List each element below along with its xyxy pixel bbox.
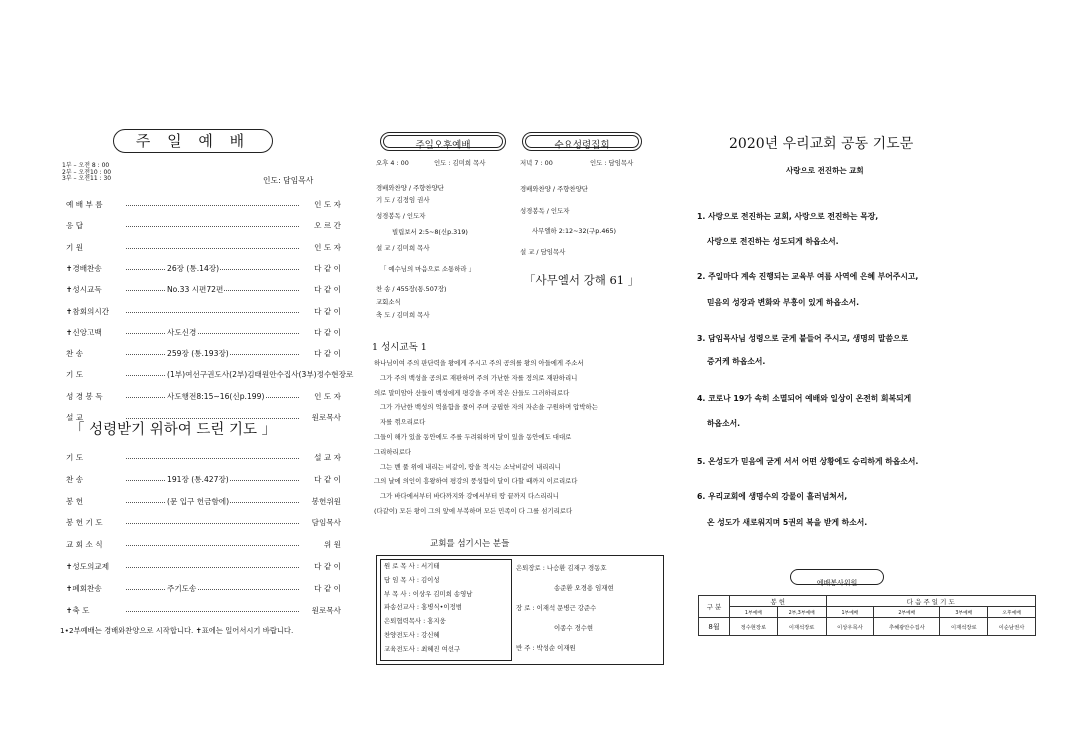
order-item-leader: 인 도 자: [314, 200, 341, 209]
afternoon-item: 경배와찬양 / 주향찬양단: [376, 184, 444, 192]
order-item-label: 예 배 부 름: [66, 200, 103, 209]
prayer-line: 5. 온성도가 믿음에 굳게 서서 어떤 상황에도 승리하게 하옵소서.: [697, 457, 919, 466]
reading-line: 그가 가난한 백성의 억울함을 풀어 주며 궁핍한 자의 자손을 구원하며 압박하는: [380, 403, 598, 412]
order-item-leader: 다 같 이: [314, 263, 341, 273]
table-subheader-cell: 3부예배: [940, 607, 988, 618]
reading-line: 하나님이여 주의 판단력을 왕에게 주시고 주의 공의를 왕의 아들에게 주소서: [374, 359, 584, 367]
order-item-detail: 사도신경: [167, 327, 197, 337]
table-header-cell: 다 음 주 일 기 도: [826, 596, 1035, 607]
order-item-label: ✝성도의교제: [66, 562, 110, 571]
table-cell: 8월: [699, 618, 730, 636]
order-row: [66, 263, 341, 275]
service-time: 1부 – 오전 8 : 00: [62, 162, 110, 169]
leader-dots: [126, 589, 299, 590]
wednesday-time: 저녁 7 : 00: [520, 159, 553, 167]
order-item-label: 찬 송: [66, 349, 84, 359]
prayer-line: 믿음의 성장과 변화와 부흥이 있게 하옵소서.: [707, 298, 860, 307]
servant-right-line: 이종수 경수현: [554, 624, 594, 632]
order-item-detail: 259장 (통.193장): [167, 349, 229, 359]
order-item-leader: 설 교 자: [314, 453, 341, 462]
order-item-label: 성 경 봉 독: [66, 391, 103, 401]
order-item-label: 응 답: [66, 221, 84, 231]
table-header-cell: 봉 헌: [730, 596, 827, 607]
sunday-footnote: 1•2부예배는 경배와찬양으로 시작합니다. ✝표에는 일어서시기 바랍니다.: [60, 626, 294, 635]
leader-dots: [126, 333, 299, 334]
order-row: [66, 391, 341, 403]
order-row: [66, 561, 341, 573]
servants-title: 교회를 섬기시는 분들: [430, 539, 510, 549]
reading-line: 그가 주의 백성을 공의로 재판하며 주의 가난한 자를 정의로 재판하리니: [380, 373, 578, 382]
order-item-label: ✝성시교독: [66, 285, 102, 295]
order-item-leader: 원로목사: [311, 413, 341, 422]
afternoon-item: 빌립보서 2:5~8(신p.319): [392, 228, 468, 236]
order-item-leader: 오 르 간: [314, 221, 341, 231]
leader-dots: [126, 567, 299, 568]
afternoon-item: 기 도 / 김정임 권사: [376, 196, 430, 204]
wednesday-sermon: 「사무엘서 강해 61 」: [524, 273, 640, 287]
order-item-leader: 다 같 이: [314, 306, 341, 316]
order-item-leader: 다 같 이: [314, 583, 341, 593]
leader-dots: [126, 312, 299, 313]
order-item-label: 기 원: [66, 242, 84, 252]
order-row: [66, 220, 341, 232]
order-item-leader: 다 같 이: [314, 474, 341, 484]
afternoon-item: 설 교 / 김미희 목사: [376, 244, 430, 252]
afternoon-time: 오후 4 : 00: [376, 159, 409, 167]
leader-dots: [126, 226, 299, 227]
table-subheader-cell: 오후예배: [988, 607, 1036, 618]
reading-line: 그의 날에 의인이 흥왕하여 평강의 풍성함이 달이 다할 때까지 이르리로다: [374, 477, 578, 486]
prayer-line: 온 성도가 새로워지며 5권의 복을 받게 하소서.: [707, 518, 868, 527]
table-cell: 이재석장로: [777, 618, 826, 636]
leader-dots: [126, 248, 299, 249]
order-row: [66, 199, 341, 211]
table-header-cell: 구 분: [699, 596, 730, 618]
wednesday-item: 성경봉독 / 인도자: [520, 207, 570, 215]
order-row: [66, 284, 341, 296]
prayer-line: 4. 코로나 19가 속히 소멸되어 예배와 일상이 온전히 회복되게: [697, 394, 912, 403]
sunday-service-title: 주 일 예 배: [113, 129, 273, 153]
order-item-leader: 위 원: [323, 540, 341, 550]
order-row: [66, 539, 341, 551]
order-row: [66, 327, 341, 339]
table-subheader-cell: 1부예배: [826, 607, 874, 618]
order-row: [66, 306, 341, 318]
order-row: [66, 242, 341, 254]
order-item-label: 설 교: [66, 413, 84, 422]
afternoon-item: 찬 송 / 455장(통.507장): [376, 285, 447, 293]
prayer-line: 하옵소서.: [707, 419, 741, 428]
reading-title: 1 성시교독 1: [372, 342, 427, 353]
prayer-line: 2. 주일마다 계속 진행되는 교육부 여름 사역에 은혜 부어주시고,: [697, 272, 919, 281]
afternoon-item: 교회소식: [376, 298, 401, 306]
table-cell: 이상우목사: [826, 618, 874, 636]
order-row: [66, 474, 341, 486]
prayer-line: 1. 사랑으로 전진하는 교회, 사랑으로 전진하는 목장,: [697, 212, 879, 221]
order-item-detail: 사도행전8:15~16(신p.199): [167, 391, 265, 401]
table-cell: 이재석장로: [940, 618, 988, 636]
prayer-line: 사랑으로 전진하는 성도되게 하옵소서.: [707, 237, 839, 246]
servant-right-line: 송준환 오경용 임재현: [554, 584, 614, 592]
afternoon-item: 성경봉독 / 인도자: [376, 212, 426, 220]
order-row: [66, 605, 341, 617]
servant-left-line: 원 로 목 사 : 서기태: [384, 562, 440, 570]
servant-right-line: 반 주 : 박성순 이재원: [516, 644, 576, 652]
leader-dots: [126, 205, 299, 206]
reading-line: 의로 말미암아 산들이 백성에게 평강을 주며 작은 산들도 그러하리로다: [374, 388, 570, 397]
order-item-leader: 원로목사: [311, 605, 341, 615]
service-time: 3부 – 오전11 : 30: [62, 175, 112, 183]
service-time: 2부 – 오전10 : 00: [62, 168, 112, 176]
order-item-label: 봉 헌: [66, 496, 84, 506]
servant-left-line: 은퇴협력목사 : 홍지웅: [384, 617, 446, 626]
reading-line: 그들이 해가 있을 동안에도 주를 두려워하며 달이 있을 동안에도 대대로: [374, 433, 572, 441]
order-item-leader: 다 같 이: [314, 285, 341, 295]
wednesday-service-title: 수요성령집회: [522, 132, 642, 151]
order-item-detail: (문 입구 헌금함에): [167, 496, 230, 506]
order-item-label: 기 도: [66, 453, 84, 462]
volunteers-table: [698, 595, 1036, 636]
afternoon-service-title: 주일오후예배: [380, 132, 506, 151]
leader-dots: [126, 458, 299, 459]
order-item-leader: 인 도 자: [314, 242, 341, 252]
prayer-subtitle: 사랑으로 전진하는 교회: [786, 166, 864, 175]
table-subheader-cell: 1부예배: [730, 607, 778, 618]
order-item-leader: 담임목사: [311, 518, 341, 528]
order-item-label: 봉 헌 기 도: [66, 518, 103, 528]
reading-line: 그리하리로다: [374, 447, 412, 456]
order-item-detail: No.33 시편72편: [167, 285, 224, 295]
order-item-label: 교 회 소 식: [66, 540, 103, 550]
order-item-detail: (1부)여선구권도사(2부)김태원안수집사(3부)정수현장로: [167, 370, 354, 380]
wednesday-leader: 인도 : 담임목사: [590, 159, 634, 167]
wednesday-item: 사무엘하 2:12~32(구p.465): [532, 227, 617, 235]
sunday-leader: 인도: 담임목사: [263, 176, 314, 185]
order-item-leader: 다 같 이: [314, 562, 341, 571]
table-cell: 정수현장로: [730, 618, 778, 636]
order-item-label: ✝참회의시간: [66, 306, 110, 316]
order-item-leader: 다 같 이: [314, 327, 341, 337]
order-row: [66, 348, 341, 360]
sermon-title: 「 성령받기 위하여 드린 기도 」: [70, 422, 277, 438]
table-row: [699, 618, 1036, 636]
wednesday-item: 설 교 / 담임목사: [520, 248, 566, 256]
leader-dots: [126, 523, 299, 524]
order-row: [66, 517, 341, 529]
wednesday-item: 경배와찬양 / 주향찬양단: [520, 185, 588, 193]
order-item-leader: 봉헌위원: [311, 496, 341, 506]
prayer-title: 2020년 우리교회 공동 기도문: [729, 136, 914, 152]
servant-right-line: 장 로 : 이재석 문병근 강준수: [516, 604, 597, 612]
prayer-line: 3. 담임목사님 성령으로 굳게 붙들어 주시고, 생명의 말씀으로: [697, 334, 909, 343]
order-item-label: ✝경배찬송: [66, 263, 102, 273]
order-row: [66, 369, 354, 381]
servant-right-line: 은퇴장로 : 나승환 김재구 경동호: [516, 564, 607, 572]
afternoon-item: 축 도 / 김미희 목사: [376, 311, 430, 319]
servant-left-line: 파송선교사 : 홍병식•이정범: [384, 603, 462, 612]
servant-left-line: 교육전도사 : 최혜진 여선구: [384, 644, 461, 653]
table-subheader-cell: 2부예배: [874, 607, 940, 618]
order-item-detail: 191장 (통.427장): [167, 474, 229, 484]
servant-left-line: 담 임 목 사 : 김이성: [384, 575, 440, 584]
afternoon-leader: 인도 : 김미희 목사: [434, 159, 486, 167]
order-row: [66, 496, 341, 508]
order-item-label: 찬 송: [66, 474, 84, 484]
order-item-leader: 인 도 자: [314, 391, 341, 401]
afternoon-item: 「 예수님의 마음으로 소통하라 」: [380, 265, 475, 273]
order-item-label: ✝신앙고백: [66, 327, 102, 337]
order-item-detail: 26장 (통.14장): [167, 263, 220, 273]
prayer-line: 6. 우리교회에 생명수의 강물이 흘러넘쳐서,: [697, 492, 848, 501]
servant-left-line: 부 목 사 : 이상우 김미희 송영남: [384, 589, 473, 598]
reading-line: 그는 벤 풀 위에 내리는 비같이, 땅을 적시는 소낙비같이 내리리니: [380, 462, 561, 471]
leader-dots: [126, 545, 299, 546]
order-item-label: 기 도: [66, 370, 84, 380]
table-cell: 추혜광안수집사: [874, 618, 940, 636]
order-row: [66, 583, 341, 595]
table-subheader-cell: 2부,3부예배: [777, 607, 826, 618]
volunteers-title: 예배봉사위원: [790, 569, 884, 585]
service-times: [62, 163, 111, 183]
order-item-label: ✝축 도: [66, 605, 90, 615]
reading-line: 그가 바다에서부터 바다까지와 강에서부터 땅 끝까지 다스리리니: [380, 492, 559, 501]
table-cell: 이순남권사: [988, 618, 1036, 636]
reading-line: (다같이) 모든 왕이 그의 앞에 부복하며 모든 민족이 다 그를 섬기리로다: [374, 507, 573, 515]
order-item-leader: 다 같 이: [314, 349, 341, 359]
order-item-detail: 주기도송: [167, 583, 197, 593]
reading-line: 자를 꺾으리로다: [380, 418, 426, 427]
prayer-line: 증거케 하옵소서.: [707, 357, 766, 366]
order-item-label: ✝폐회찬송: [66, 583, 102, 593]
order-row: [66, 452, 341, 464]
leader-dots: [126, 611, 299, 612]
servant-left-line: 찬양전도사 : 강신혜: [384, 631, 440, 639]
